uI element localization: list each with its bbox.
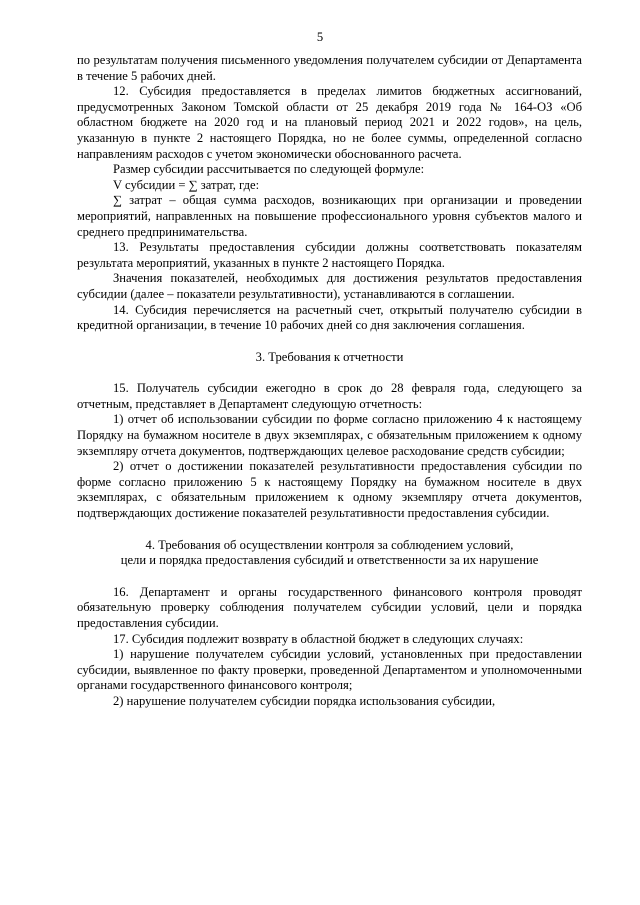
page-number: 5 (316, 30, 324, 44)
section-4-heading-line-2: цели и порядка предоставления субсидий и ответственности за их нарушение (120, 553, 539, 568)
section-3-heading: 3. Требования к отчетности (255, 349, 404, 364)
formula-intro: Размер субсидии рассчитывается по следующей формуле: (113, 162, 425, 177)
paragraph-16: 16. Департамент и органы государственного финансового контроля проводят обязательную проверку соблюдения получателем субсидии условий, цели и порядка предоставления субсидии. (77, 584, 582, 630)
paragraph-continuation: по результатам получения письменного уведомления получателем субсидии от Департамента в течение 5 рабочих дней. (77, 53, 582, 83)
formula-explanation: ∑ затрат – общая сумма расходов, возникающих при организации и проведении мероприятий, направленных на повышение профессионального уровня субъектов малого и среднего предпринимательства. (77, 193, 582, 239)
document-body (77, 53, 582, 710)
paragraph-13: 13. Результаты предоставления субсидии должны соответствовать показателям результата мероприятий, указанных в пункте 2 настоящего Порядка. (77, 240, 582, 270)
paragraph-12: 12. Субсидия предоставляется в пределах лимитов бюджетных ассигнований, предусмотренных Законом Томской области от 25 декабря 2019 года № 164-ОЗ «Об областном бюджете на 2020 год и на плановый период 2021 и 2022 годов», на цель, указанную в пункте 2 настоящего Порядка, но не более суммы, определенной согласно направлениям расходов с учетом экономически обоснованного расчета. (77, 84, 582, 161)
paragraph-15-item-2: 2) отчет о достижении показателей результативности предоставления субсидии по форме согласно приложению 5 к настоящему Порядку на бумажном носителе в двух экземплярах, с обязательным приложением к одному экземпляру отчета документов, подтверждающих достижение показателей результативности предоставления субсидии. (77, 459, 582, 521)
paragraph-15: 15. Получатель субсидии ежегодно в срок до 28 февраля года, следующего за отчетным, представляет в Департамент следующую отчетность: (77, 381, 582, 411)
paragraph-17: 17. Субсидия подлежит возврату в областной бюджет в следующих случаях: (113, 631, 524, 646)
paragraph-15-item-1: 1) отчет об использовании субсидии по форме согласно приложению 4 к настоящему Порядку на бумажном носителе в двух экземплярах, с обязательным приложением к одному экземпляру отчета документов, подтверждающих целевое расходование средств субсидии; (77, 412, 582, 458)
paragraph-indicators: Значения показателей, необходимых для достижения результатов предоставления субсидии (далее – показатели результативности), устанавливаются в соглашении. (77, 271, 582, 301)
paragraph-17-item-1: 1) нарушение получателем субсидии условий, установленных при предоставлении субсидии, выявленное по факту проверки, проведенной Департаментом и уполномоченными органами государственного финансового контроля; (77, 647, 582, 693)
paragraph-14: 14. Субсидия перечисляется на расчетный счет, открытый получателю субсидии в кредитной организации, в течение 10 рабочих дней со дня заключения соглашения. (77, 302, 582, 333)
section-4-heading-line-1: 4. Требования об осуществлении контроля за соблюдением условий, (145, 537, 514, 552)
paragraph-17-item-2: 2) нарушение получателем субсидии порядка использования субсидии, (113, 693, 496, 708)
formula: V субсидии = ∑ затрат, где: (113, 177, 260, 192)
